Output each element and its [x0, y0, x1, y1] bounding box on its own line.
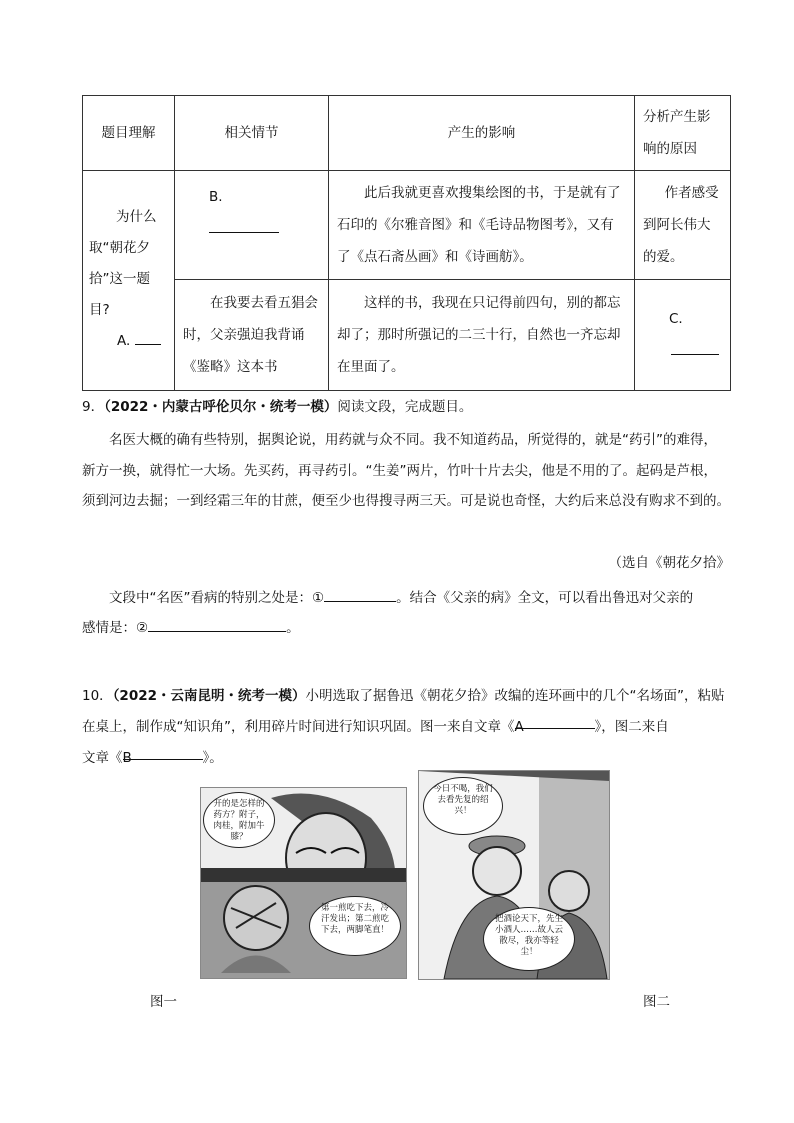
cell-plot-b: [175, 171, 329, 280]
cell-reason-1: 作者感受到阿长伟大的爱。: [635, 171, 731, 280]
cell-effect-2: 这样的书，我现在只记得前四句，别的都忘却了；那时所强记的二三十行，自然也一齐忘却在里面了。: [329, 280, 635, 391]
q9-question: [82, 583, 730, 614]
figure-2-bubble-1: 今日不喝，我们去看先复的绍兴！: [423, 777, 503, 835]
figure-2-bubble-2: 把酒论天下，先生小酒人……故人云散尽，我亦等轻尘！: [483, 907, 575, 971]
q9-blank-2[interactable]: [148, 617, 286, 632]
figure-1-caption: 图一: [150, 994, 177, 1010]
blank-a-row: [89, 326, 168, 357]
header-effect: 产生的影响: [329, 96, 635, 171]
cell-reason-2: [635, 280, 731, 391]
header-reason: 分析产生影响的原因: [635, 96, 731, 171]
figure-2-caption: 图二: [643, 994, 670, 1010]
q9-blank-1[interactable]: [324, 587, 396, 602]
q10-text1: 小明选取了据鲁迅《朝花夕拾》改编的连环画中的几个“名场面”，粘贴在桌上，制作成“知识角”，利用碎片时间进行知识巩固。图一来自文章《: [82, 688, 725, 735]
figure-2-comic: [418, 770, 610, 980]
q10-blank-b[interactable]: [122, 743, 203, 766]
cell-effect-1: 此后我就更喜欢搜集绘图的书，于是就有了石印的《尔雅音图》和《毛诗品物图考》，又有了《点石斋丛画》和《诗画舫》。: [329, 171, 635, 280]
header-title-understanding: 题目理解: [83, 96, 175, 171]
cell-plot-2: 在我要去看五猖会时，父亲强迫我背诵《鉴略》这本书: [175, 280, 329, 391]
q9-citation: （选自《朝花夕拾》: [608, 555, 730, 571]
analysis-table: [82, 95, 731, 391]
q9-question-end: 。: [286, 620, 300, 636]
figure-1-bubble-2: 第一煎吃下去，冷汗发出；第二煎吃下去，两脚笔直！: [309, 896, 401, 956]
q10-source: （2022・云南昆明・统考一模）: [112, 688, 306, 704]
q9-source: （2022・内蒙古呼伦贝尔・统考一模）: [104, 399, 338, 415]
q10-text2: 》，图二来自: [594, 719, 669, 735]
table-row: [83, 280, 731, 391]
q10-blank-b-label: B: [122, 750, 132, 766]
q9-question-line2: [82, 614, 730, 642]
q10-blank-a[interactable]: [514, 712, 595, 735]
q9-prompt: 阅读文段，完成题目。: [337, 399, 473, 415]
q10-text: [82, 681, 730, 774]
q10-text3: 文章《: [82, 750, 123, 766]
q9-heading: [82, 393, 730, 421]
q9-passage: 名医大概的确有些特别，据舆论说，用药就与众不同。我不知道药品，所觉得的，就是“药引”的难得，新方一换，就得忙一大场。先买药，再寻药引。“生姜”两片，竹叶十片去尖，他是不用的了。起码是芦根，须到河边去掘；一到经霜三年的甘蔗，便至少也得搜寻两三天。可是说也奇怪，大约后来总没有购求不到的。: [82, 432, 730, 509]
blank-b-line[interactable]: [209, 218, 279, 233]
q9-question-part2: 。结合《父亲的病》全文，可以看出鲁迅对父亲的: [396, 590, 694, 606]
q9-question-part3: 感情是：②: [82, 620, 149, 636]
blank-a-label: A.: [117, 333, 131, 349]
q9-question-part1: 文段中“名医”看病的特别之处是：①: [109, 590, 325, 606]
table-header-row: [83, 96, 731, 171]
title-question-text: 为什么取“朝花夕拾”这一题目?: [89, 209, 157, 318]
figure-1-comic: [200, 787, 407, 979]
blank-b-label: B.: [209, 189, 223, 205]
q10-text4: 》。: [202, 750, 223, 766]
blank-c-line[interactable]: [671, 340, 719, 355]
q9-number: 9．: [82, 399, 105, 415]
table-row: [83, 171, 731, 280]
cell-title-question: [83, 171, 175, 391]
blank-a-line[interactable]: [135, 330, 161, 345]
figure-1-bubble-1: 开的是怎样的药方？附子，肉桂，附加牛膝？: [203, 792, 275, 848]
blank-c-label: C.: [669, 311, 683, 327]
q10-number: 10．: [82, 688, 113, 704]
q10-blank-a-label: A: [514, 719, 524, 735]
header-related-plot: 相关情节: [175, 96, 329, 171]
